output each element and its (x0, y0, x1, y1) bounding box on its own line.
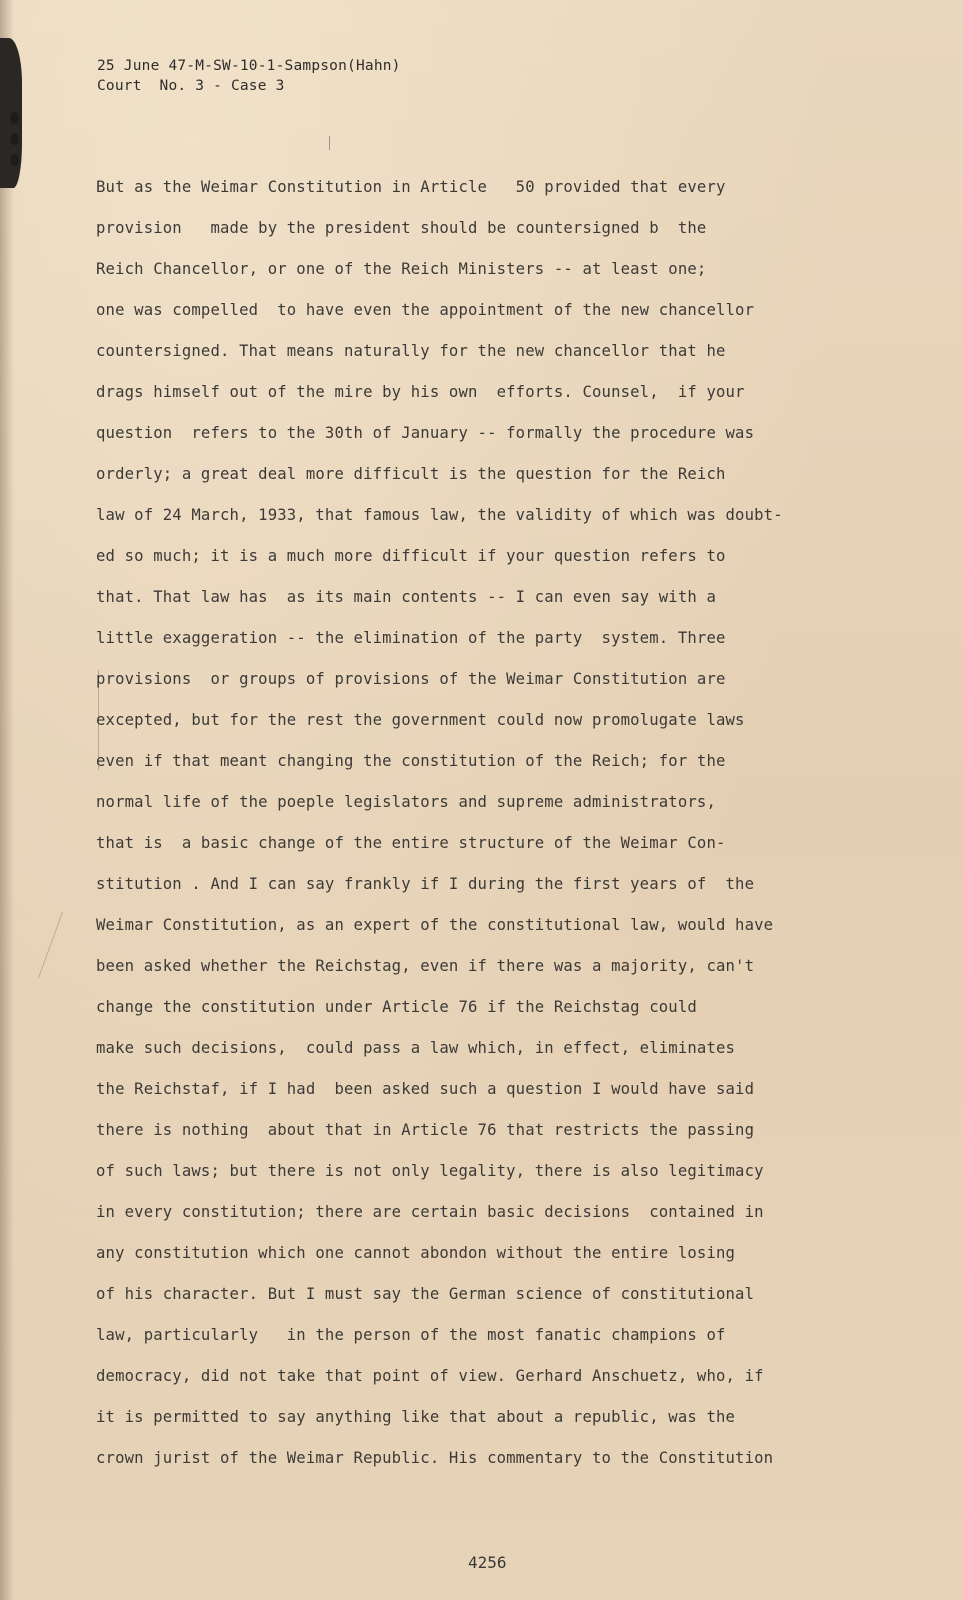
text-line: ed so much; it is a much more difficult if your question refers to (96, 547, 726, 565)
text-line: been asked whether the Reichstag, even if there was a majority, can't (96, 957, 755, 975)
text-line: of such laws; but there is not only legality, there is also legitimacy (96, 1162, 764, 1180)
text-line: there is nothing about that in Article 76 that restricts the passing (96, 1121, 755, 1139)
text-line: it is permitted to say anything like that about a republic, was the (96, 1408, 736, 1426)
text-line: stitution . And I can say frankly if I during the first years of the (96, 875, 755, 893)
punch-hole (10, 112, 19, 124)
text-line: the Reichstaf, if I had been asked such a question I would have said (96, 1080, 755, 1098)
text-line: drags himself out of the mire by his own efforts. Counsel, if your (96, 383, 745, 401)
text-line: change the constitution under Article 76 if the Reichstag could (96, 998, 697, 1016)
text-line: Weimar Constitution, as an expert of the constitutional law, would have (96, 916, 774, 934)
text-line: normal life of the poeple legislators and supreme administrators, (96, 793, 716, 811)
stray-mark (329, 136, 330, 150)
text-line: that. That law has as its main contents -- I can even say with a (96, 588, 716, 606)
text-line: orderly; a great deal more difficult is the question for the Reich (96, 465, 726, 483)
text-line: of his character. But I must say the German science of constitutional (96, 1285, 755, 1303)
text-line: any constitution which one cannot abondon without the entire losing (96, 1244, 736, 1262)
text-line: in every constitution; there are certain basic decisions contained in (96, 1203, 764, 1221)
text-line: crown jurist of the Weimar Republic. His commentary to the Constitution (96, 1449, 774, 1467)
text-line: But as the Weimar Constitution in Article 50 provided that every (96, 178, 726, 196)
text-line: countersigned. That means naturally for the new chancellor that he (96, 342, 726, 360)
text-line: Reich Chancellor, or one of the Reich Ministers -- at least one; (96, 260, 707, 278)
text-line: provision made by the president should be countersigned b the (96, 219, 707, 237)
text-line: question refers to the 30th of January -- formally the procedure was (96, 424, 755, 442)
header-court: Court No. 3 - Case 3 (97, 78, 285, 94)
text-line: law, particularly in the person of the most fanatic champions of (96, 1326, 726, 1344)
text-line: excepted, but for the rest the government could now promolugate laws (96, 711, 745, 729)
header-reference: 25 June 47-M-SW-10-1-Sampson(Hahn) (97, 58, 401, 74)
transcript-body (96, 177, 946, 1489)
text-line: one was compelled to have even the appointment of the new chancellor (96, 301, 755, 319)
punch-hole (10, 154, 19, 166)
margin-line (38, 912, 63, 978)
text-line: law of 24 March, 1933, that famous law, the validity of which was doubt- (96, 506, 783, 524)
text-line: make such decisions, could pass a law which, in effect, eliminates (96, 1039, 736, 1057)
document-header (97, 56, 401, 96)
text-line: democracy, did not take that point of view. Gerhard Anschuetz, who, if (96, 1367, 764, 1385)
text-line: even if that meant changing the constitution of the Reich; for the (96, 752, 726, 770)
text-line: that is a basic change of the entire structure of the Weimar Con- (96, 834, 726, 852)
text-line: little exaggeration -- the elimination of the party system. Three (96, 629, 726, 647)
page-edge-shadow (0, 0, 14, 1600)
page-number: 4256 (468, 1553, 507, 1572)
text-line: provisions or groups of provisions of the Weimar Constitution are (96, 670, 726, 688)
punch-hole (10, 133, 19, 145)
